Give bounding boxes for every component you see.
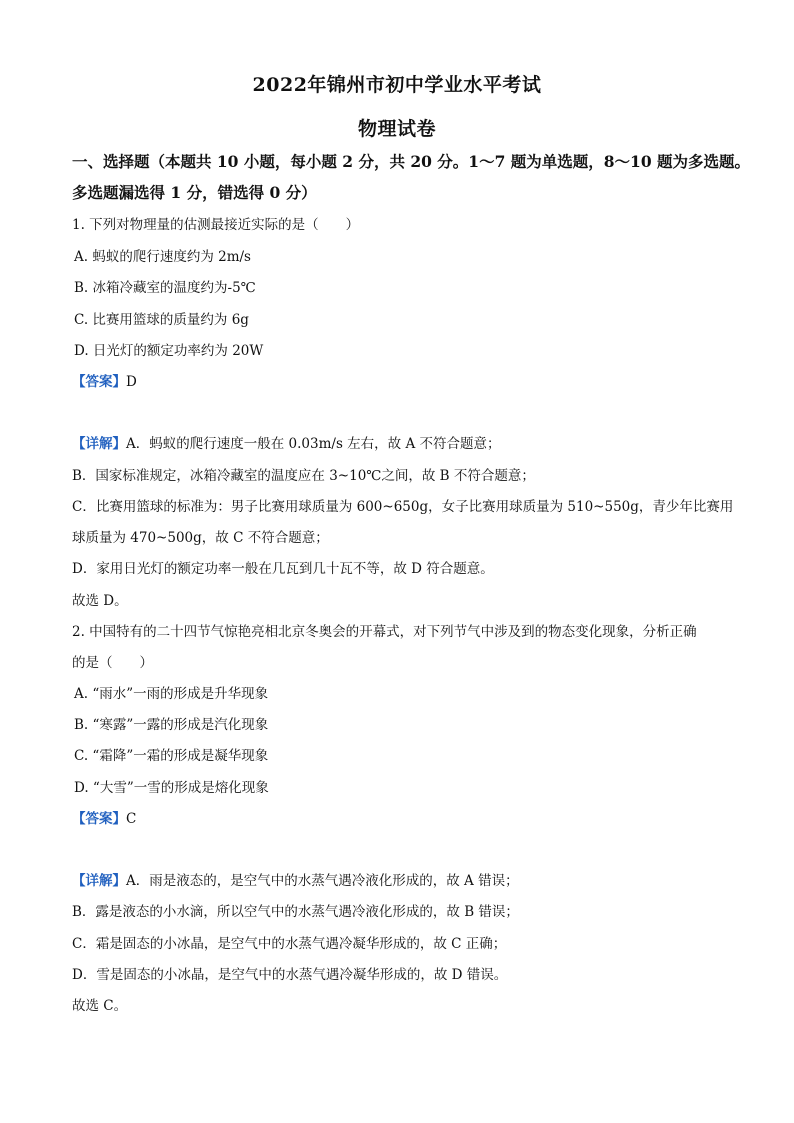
- question-1-answer: [72, 370, 137, 390]
- detail-tag: 【详解】: [72, 873, 126, 889]
- exam-title: 2022年锦州市初中学业水平考试: [252, 74, 542, 96]
- question-1-stem: 1. 下列对物理量的估测最接近实际的是（ ）: [72, 217, 360, 233]
- question-1-detail-line-4: 球质量为 470~500g，故 C 不符合题意；: [72, 530, 329, 546]
- question-2-option-b: B. “寒露”一露的形成是汽化现象: [74, 717, 269, 733]
- question-1-option-a: A. 蚂蚁的爬行速度约为 2m/s: [74, 249, 251, 265]
- exam-subtitle: 物理试卷: [357, 118, 436, 140]
- question-2-conclusion: 故选 C。: [72, 998, 128, 1014]
- question-1-detail-line-2: B．国家标准规定，冰箱冷藏室的温度应在 3~10℃之间，故 B 不符合题意；: [72, 468, 535, 484]
- answer-value: C: [126, 811, 137, 827]
- question-1-detail-line-3: C．比赛用篮球的标准为：男子比赛用球质量为 600~650g，女子比赛用球质量为 510~550g，青少年比赛用: [72, 499, 734, 515]
- question-1-detail-line-5: D．家用日光灯的额定功率一般在几瓦到几十瓦不等，故 D 符合题意。: [72, 561, 494, 577]
- question-2-option-c: C. “霜降”一霜的形成是凝华现象: [74, 748, 269, 764]
- section-heading-line-1: 一、选择题（本题共 10 小题，每小题 2 分，共 20 分。1～7 题为单选题，8～10 题为多选题。: [72, 152, 751, 171]
- question-2-answer: [72, 807, 136, 827]
- question-1-option-b: B. 冰箱冷藏室的温度约为-5℃: [74, 280, 256, 296]
- question-2-option-d: D. “大雪”一雪的形成是熔化现象: [74, 780, 269, 796]
- question-1-conclusion: 故选 D。: [72, 593, 128, 609]
- question-2-detail-line-1: [72, 869, 519, 889]
- question-2-option-a: A. “雨水”一雨的形成是升华现象: [74, 686, 269, 702]
- detail-text: A．蚂蚁的爬行速度一般在 0.03m/s 左右，故 A 不符合题意；: [126, 436, 501, 452]
- answer-tag: 【答案】: [72, 374, 126, 390]
- detail-text: A．雨是液态的，是空气中的水蒸气遇冷液化形成的，故 A 错误；: [126, 873, 519, 889]
- question-2-detail-line-3: C．霜是固态的小冰晶，是空气中的水蒸气遇冷凝华形成的，故 C 正确；: [72, 936, 507, 952]
- question-2-detail-line-2: B．露是液态的小水滴，所以空气中的水蒸气遇冷液化形成的，故 B 错误；: [72, 904, 519, 920]
- section-heading-line-2: 多选题漏选得 1 分，错选得 0 分）: [72, 183, 317, 202]
- detail-tag: 【详解】: [72, 436, 126, 452]
- question-2-stem-line-2: 的是（ ）: [72, 655, 153, 671]
- answer-value: D: [126, 374, 137, 390]
- question-2-stem-line-1: 2. 中国特有的二十四节气惊艳亮相北京冬奥会的开幕式，对下列节气中涉及到的物态变化现象，分析正确: [72, 624, 697, 640]
- question-2-detail-line-4: D．雪是固态的小冰晶，是空气中的水蒸气遇冷凝华形成的，故 D 错误。: [72, 967, 508, 983]
- question-1-option-c: C. 比赛用篮球的质量约为 6g: [74, 312, 249, 328]
- question-1-detail-line-1: [72, 432, 501, 452]
- answer-tag: 【答案】: [72, 811, 126, 827]
- question-1-option-d: D. 日光灯的额定功率约为 20W: [74, 343, 264, 359]
